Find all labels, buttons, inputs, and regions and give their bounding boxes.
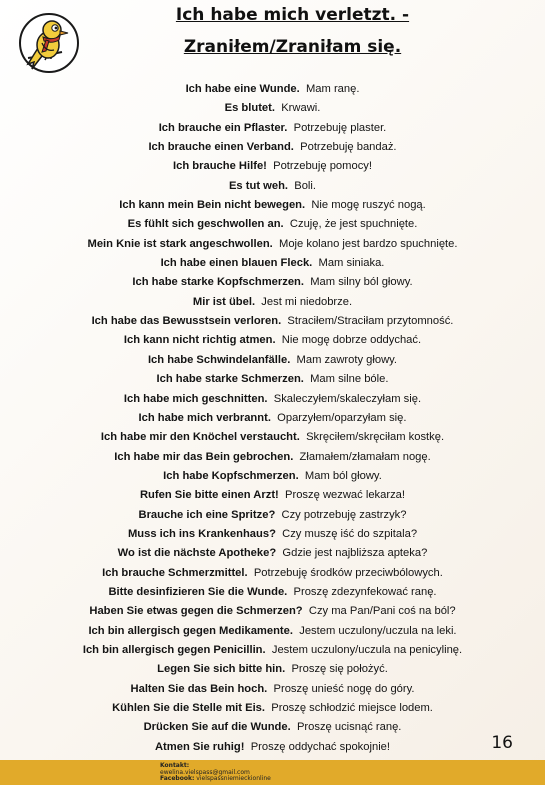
phrase-polish: Proszę unieść nogę do góry.	[273, 682, 415, 695]
phrase-list	[0, 80, 545, 757]
phrase-polish: Mam silne bóle.	[310, 373, 389, 386]
phrase-polish: Proszę ucisnąć ranę.	[296, 721, 402, 734]
phrase-polish: Mam silny ból głowy.	[310, 276, 413, 289]
phrase-german: Ich habe das Bewusstsein verloren.	[91, 315, 282, 328]
phrase-german: Halten Sie das Bein hoch.	[130, 682, 268, 695]
phrase-german: Mein Knie ist stark angeschwollen.	[87, 237, 273, 250]
phrase-german: Muss ich ins Krankenhaus?	[127, 527, 276, 540]
phrase-polish: Czuję, że jest spuchnięte.	[289, 218, 418, 231]
footer-bar	[0, 760, 545, 785]
phrase-german: Brauche ich eine Spritze?	[138, 508, 276, 521]
phrase-row	[0, 622, 545, 641]
phrase-row	[0, 738, 545, 757]
bird-logo-icon	[18, 12, 80, 74]
phrase-polish: Jest mi niedobrze.	[261, 295, 353, 308]
phrase-row	[0, 409, 545, 428]
phrase-polish: Nie mogę ruszyć nogą.	[311, 199, 426, 212]
phrase-row	[0, 486, 545, 505]
phrase-german: Ich kann mein Bein nicht bewegen.	[119, 199, 306, 212]
phrase-row	[0, 254, 545, 273]
phrase-german: Ich brauche einen Verband.	[148, 141, 294, 154]
phrase-row	[0, 215, 545, 234]
phrase-german: Rufen Sie bitte einen Arzt!	[139, 489, 279, 502]
phrase-row	[0, 351, 545, 370]
phrase-row	[0, 564, 545, 583]
footer-facebook[interactable]: vielspassniemieckionline	[196, 775, 271, 782]
phrase-polish: Boli.	[294, 179, 317, 192]
phrase-polish: Proszę schłodzić miejsce lodem.	[271, 702, 433, 714]
phrase-german: Atmen Sie ruhig!	[154, 740, 245, 753]
phrase-polish: Gdzie jest najbliższa apteka?	[282, 547, 428, 560]
phrase-polish: Krwawi.	[281, 102, 321, 115]
phrase-polish: Czy muszę iść do szpitala?	[282, 527, 418, 540]
phrase-row	[0, 699, 545, 718]
phrase-german: Wo ist die nächste Apotheke?	[117, 547, 277, 560]
phrase-polish: Potrzebuję pomocy!	[273, 160, 372, 173]
phrase-german: Es tut weh.	[228, 179, 289, 192]
phrase-polish: Skręciłem/skręciłam kostkę.	[306, 431, 445, 444]
phrase-polish: Oparzyłem/oparzyłam się.	[277, 411, 407, 424]
phrase-polish: Jestem uczulony/uczula na penicylinę.	[271, 643, 463, 656]
phrase-row	[0, 583, 545, 602]
phrase-row	[0, 525, 545, 544]
phrase-german: Es fühlt sich geschwollen an.	[127, 218, 284, 231]
phrase-row	[0, 370, 545, 389]
phrase-german: Ich brauche Hilfe!	[173, 160, 267, 173]
phrase-row	[0, 544, 545, 563]
phrase-row	[0, 293, 545, 312]
phrase-polish: Potrzebuję środków przeciwbólowych.	[253, 566, 443, 579]
page-number: 16	[491, 733, 513, 753]
phrase-row	[0, 331, 545, 350]
phrase-german: Ich habe eine Wunde.	[185, 83, 300, 95]
page-title-polish: Zraniłem/Zraniłam się.	[183, 37, 402, 57]
phrase-row	[0, 428, 545, 447]
phrase-german: Legen Sie sich bitte hin.	[157, 663, 286, 676]
phrase-row	[0, 99, 545, 118]
phrase-german: Bitte desinfizieren Sie die Wunde.	[108, 585, 288, 598]
phrase-row	[0, 448, 545, 467]
phrase-polish: Czy ma Pan/Pani coś na ból?	[308, 605, 456, 618]
phrase-row	[0, 718, 545, 737]
phrase-polish: Mam siniaka.	[318, 257, 385, 270]
phrase-polish: Mam zawroty głowy.	[296, 353, 398, 366]
phrase-polish: Nie mogę dobrze oddychać.	[281, 334, 422, 347]
phrase-row	[0, 80, 545, 99]
phrase-polish: Potrzebuję bandaż.	[300, 141, 397, 154]
phrase-row	[0, 312, 545, 331]
phrase-polish: Czy potrzebuję zastrzyk?	[281, 508, 407, 521]
phrase-polish: Jestem uczulony/uczula na leki.	[299, 624, 457, 637]
phrase-german: Haben Sie etwas gegen die Schmerzen?	[89, 605, 303, 618]
phrase-row	[0, 119, 545, 138]
phrase-polish: Mam ból głowy.	[304, 469, 382, 482]
phrase-row	[0, 196, 545, 215]
phrase-german: Ich brauche Schmerzmittel.	[102, 566, 248, 579]
phrase-german: Ich bin allergisch gegen Penicillin.	[82, 643, 266, 656]
phrase-row	[0, 235, 545, 254]
phrase-row	[0, 467, 545, 486]
phrase-polish: Proszę oddychać spokojnie!	[250, 740, 391, 753]
phrase-german: Ich habe einen blauen Fleck.	[160, 257, 313, 270]
footer-contact-label: Kontakt:	[160, 762, 190, 769]
phrase-polish: Moje kolano jest bardzo spuchnięte.	[279, 237, 458, 250]
phrase-german: Drücken Sie auf die Wunde.	[143, 721, 291, 734]
phrase-polish: Złamałem/złamałam nogę.	[299, 450, 431, 463]
phrase-german: Ich brauche ein Pflaster.	[158, 121, 288, 134]
phrase-german: Ich habe Kopfschmerzen.	[163, 469, 299, 482]
phrase-german: Ich kann nicht richtig atmen.	[123, 334, 276, 347]
phrase-row	[0, 157, 545, 176]
phrase-row	[0, 641, 545, 660]
phrase-polish: Proszę zdezynfekować ranę.	[293, 585, 437, 598]
footer-facebook-label: Facebook:	[160, 775, 195, 782]
phrase-row	[0, 660, 545, 679]
footer-facebook-line[interactable]	[160, 776, 271, 783]
phrase-german: Ich habe mich verbrannt.	[138, 411, 271, 424]
footer-email[interactable]: ewelina.vielspass@gmail.com	[160, 768, 250, 776]
phrase-polish: Potrzebuję plaster.	[293, 121, 387, 134]
phrase-row	[0, 177, 545, 196]
phrase-polish: Proszę wezwać lekarza!	[285, 489, 406, 502]
phrase-german: Mir ist übel.	[192, 295, 256, 308]
phrase-german: Ich habe starke Kopfschmerzen.	[132, 276, 304, 289]
phrase-german: Ich habe starke Schmerzen.	[156, 373, 304, 386]
phrase-row	[0, 138, 545, 157]
phrase-german: Ich habe mir den Knöchel verstaucht.	[100, 431, 300, 444]
phrase-german: Ich bin allergisch gegen Medikamente.	[88, 624, 293, 637]
phrase-german: Kühlen Sie die Stelle mit Eis.	[112, 702, 266, 714]
phrase-polish: Skaleczyłem/skaleczyłam się.	[273, 392, 422, 405]
phrase-german: Es blutet.	[224, 102, 275, 115]
phrase-german: Ich habe mich geschnitten.	[123, 392, 268, 405]
phrase-polish: Proszę się położyć.	[291, 663, 388, 676]
page-title-german: Ich habe mich verletzt. -	[175, 5, 410, 25]
phrase-row	[0, 390, 545, 409]
phrase-polish: Mam ranę.	[305, 83, 360, 95]
phrase-row	[0, 602, 545, 621]
phrase-row	[0, 680, 545, 699]
phrase-row	[0, 506, 545, 525]
phrase-polish: Straciłem/Straciłam przytomność.	[287, 315, 454, 328]
phrase-german: Ich habe mir das Bein gebrochen.	[114, 450, 294, 463]
phrase-row	[0, 273, 545, 292]
phrase-german: Ich habe Schwindelanfälle.	[147, 353, 291, 366]
